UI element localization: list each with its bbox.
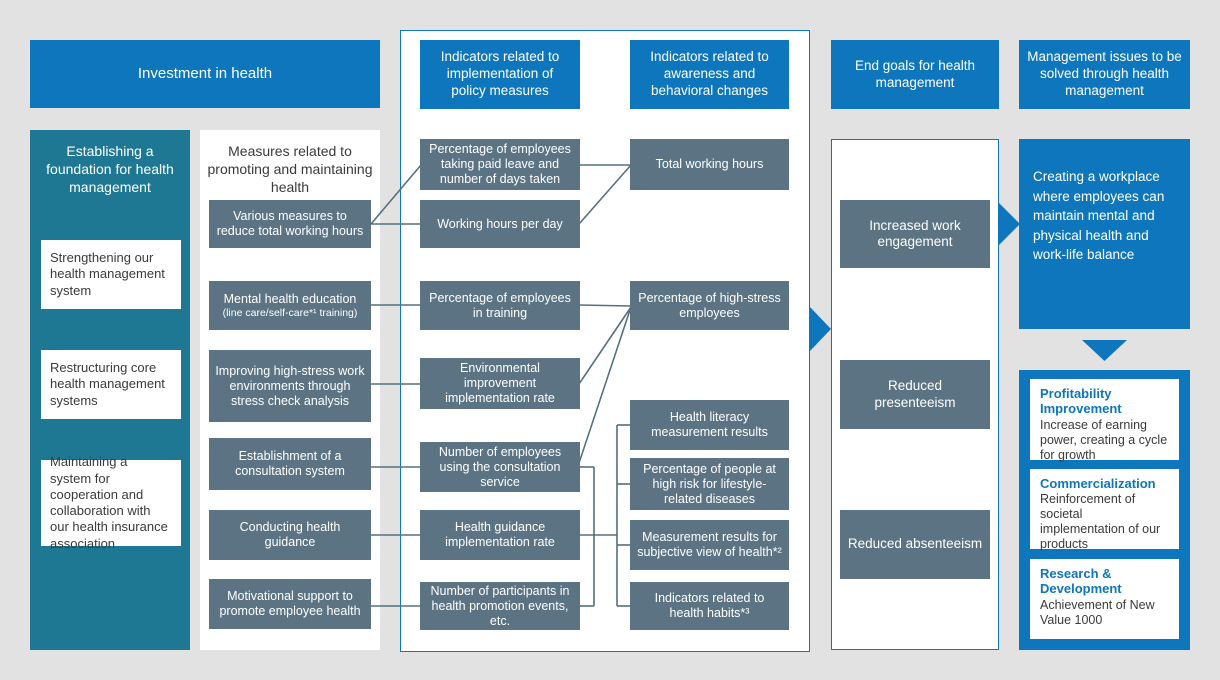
foundation-item-strengthening: Strengthening our health management system: [41, 240, 181, 309]
header-implementation-indicators: Indicators related to implementation of policy measures: [420, 40, 580, 109]
issue-card-research-development-body: Achievement of New Value 1000: [1040, 597, 1155, 627]
issue-card-research-development: [1030, 559, 1179, 639]
arrow-down-icon-workplace-to-issues: [1082, 340, 1127, 361]
arrow-right-icon-indicators-to-goals: [810, 307, 831, 351]
end-goal-reduced-absenteeism: Reduced absenteeism: [840, 510, 990, 579]
measures-column-title: Measures related to promoting and maintaining health: [207, 143, 373, 196]
indicator-total-working-hours: Total working hours: [630, 139, 789, 190]
header-investment-in-health: Investment in health: [30, 40, 380, 108]
header-management-issues: Management issues to be solved through health management: [1019, 40, 1190, 109]
end-goal-reduced-presenteeism: Reduced presenteeism: [840, 360, 990, 429]
indicator-lifestyle-disease-risk: Percentage of people at high risk for lifestyle-related diseases: [630, 458, 789, 510]
foundation-item-maintaining: Maintaining a system for cooperation and collaboration with our health insurance association: [41, 460, 181, 546]
indicator-health-literacy: Health literacy measurement results: [630, 400, 789, 450]
measure-mental-health-education: [209, 281, 371, 330]
issue-card-commercialization-body: Reinforcement of societal implementation of our products: [1040, 492, 1161, 552]
issue-card-profitability: [1030, 379, 1179, 460]
issue-card-commercialization: [1030, 469, 1179, 552]
indicator-paid-leave: Percentage of employees taking paid leave and number of days taken: [420, 139, 580, 190]
header-awareness-indicators: Indicators related to awareness and behavioral changes: [630, 40, 789, 109]
measure-consultation-system: Establishment of a consultation system: [209, 438, 371, 490]
issue-card-commercialization-title: Commercialization: [1040, 476, 1156, 491]
indicator-employees-in-training: Percentage of employees in training: [420, 281, 580, 330]
indicator-consultation-service-users: Number of employees using the consultation service: [420, 442, 580, 492]
indicator-health-guidance-rate: Health guidance implementation rate: [420, 510, 580, 560]
issue-card-profitability-title: Profitability Improvement: [1040, 386, 1122, 417]
indicator-event-participants: Number of participants in health promotion events, etc.: [420, 582, 580, 630]
workplace-goal-box: Creating a workplace where employees can maintain mental and physical health and work-life balance: [1019, 139, 1190, 329]
header-end-goals: End goals for health management: [831, 40, 999, 109]
indicator-environmental-improvement: Environmental improvement implementation rate: [420, 358, 580, 409]
measure-reduce-working-hours: Various measures to reduce total working hours: [209, 200, 371, 248]
issue-card-research-development-title: Research & Development: [1040, 566, 1122, 597]
indicator-high-stress-employees: Percentage of high-stress employees: [630, 281, 789, 330]
foundation-item-restructuring: Restructuring core health management systems: [41, 350, 181, 419]
measure-mental-health-education-sub: (line care/self-care*¹ training): [222, 306, 358, 319]
indicator-health-habits: Indicators related to health habits*³: [630, 582, 789, 630]
indicator-working-hours-per-day: Working hours per day: [420, 200, 580, 248]
measure-mental-health-education-label: Mental health education: [223, 291, 357, 306]
arrow-right-icon-goals-to-workplace: [998, 202, 1020, 246]
measure-health-guidance: Conducting health guidance: [209, 510, 371, 560]
issue-card-profitability-body: Increase of earning power, creating a cycle for growth: [1040, 417, 1168, 462]
measure-improving-high-stress: Improving high-stress work environments through stress check analysis: [209, 350, 371, 422]
foundation-column-title: Establishing a foundation for health management: [46, 143, 174, 196]
indicator-subjective-health: Measurement results for subjective view of health*²: [630, 520, 789, 570]
measure-motivational-support: Motivational support to promote employee health: [209, 579, 371, 629]
end-goal-work-engagement: Increased work engagement: [840, 200, 990, 268]
